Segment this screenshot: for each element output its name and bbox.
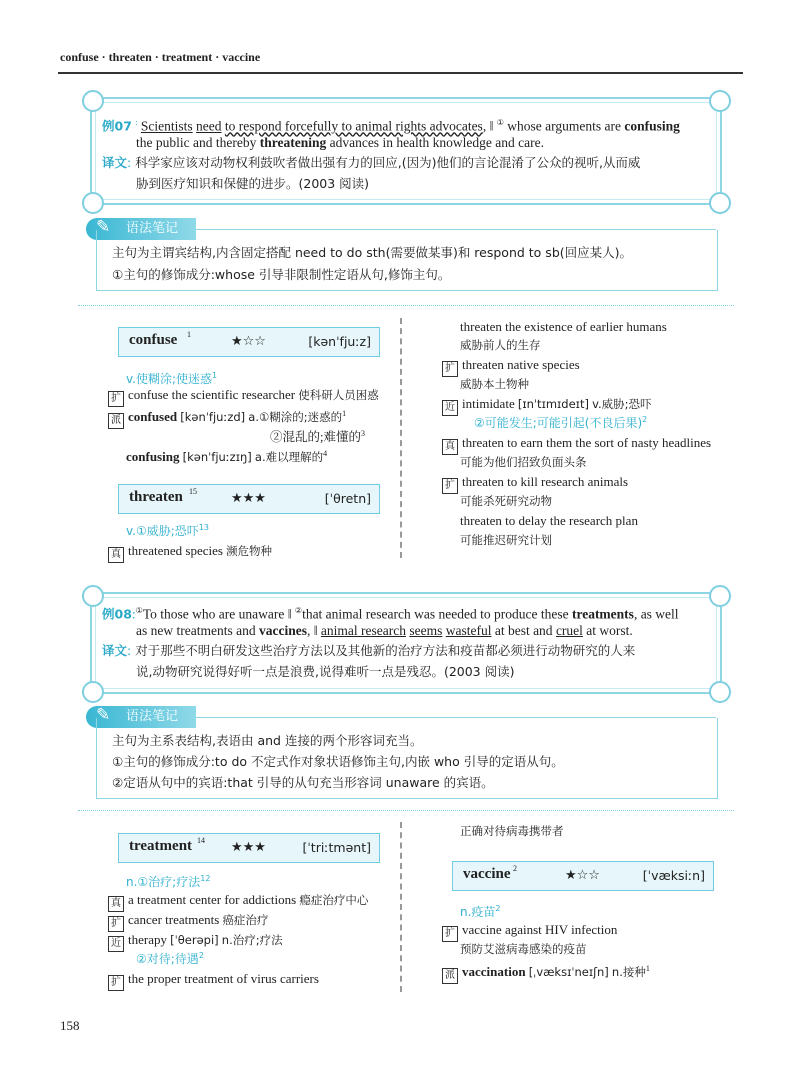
phrase-en: confuse the scientific researcher bbox=[128, 387, 296, 402]
extend-tag: 扩 bbox=[442, 926, 458, 942]
clause-text: whose arguments are bbox=[507, 118, 622, 134]
meaning: a.难以理解的 bbox=[254, 450, 324, 465]
word-box-confuse bbox=[118, 327, 380, 357]
example-08-line1: 例08:①To those who are unaware ‖ ②that animal research was needed to produce these treatments, as well bbox=[102, 606, 679, 622]
headword: vaccine bbox=[463, 866, 511, 882]
phonetic: [kənˈfjuːzd] bbox=[180, 410, 246, 425]
extend-row bbox=[442, 921, 617, 942]
header-rule bbox=[58, 72, 743, 74]
extend-row bbox=[442, 356, 580, 377]
phrase-en: threaten the existence of earlier humans bbox=[460, 319, 667, 334]
phrase-zh: 癌症治疗 bbox=[222, 913, 269, 927]
example-label: 例08 bbox=[102, 606, 132, 622]
part-of-speech: n.疫苗$^2$ bbox=[460, 904, 501, 919]
phrase-zh: 可能杀死研究动物 bbox=[460, 494, 552, 508]
keyword-treatments: treatments bbox=[571, 606, 634, 622]
extend-tag: 扩 bbox=[108, 916, 124, 932]
star-rating: ★★★ bbox=[231, 840, 266, 855]
example-08-line2 bbox=[136, 621, 633, 640]
pen-icon: ✎ bbox=[96, 705, 111, 725]
grammar-note-line: 主句为主谓宾结构,内含固定搭配 need to do sth(需要做某事)和 respond to sb(回应某人)。 bbox=[112, 245, 633, 260]
grammar-note-line: ②定语从句中的宾语:that 引导的从句充当形容词 unaware 的宾语。 bbox=[112, 775, 494, 790]
example-07-translation: 译文: 科学家应该对动物权利鼓吹者做出强有力的回应,(因为)他们的言论混淆了公众的视听,从而威 bbox=[102, 155, 641, 170]
extend-row bbox=[108, 911, 268, 932]
real-tag: 真 bbox=[442, 439, 458, 455]
keyword-vaccines: vaccines bbox=[258, 623, 307, 638]
synonym-row bbox=[108, 931, 283, 952]
pos-text: ②对待;待遇 bbox=[136, 952, 199, 966]
pos-text: n.疫苗 bbox=[460, 905, 496, 919]
phrase-zh: 瘾症治疗中心 bbox=[299, 893, 369, 907]
section-divider bbox=[78, 305, 734, 306]
meaning: n.接种 bbox=[611, 965, 646, 980]
phrase-en: a treatment center for addictions bbox=[128, 892, 297, 907]
extend-tag: 扩 bbox=[442, 361, 458, 377]
pos-text: n.①治疗;疗法 bbox=[126, 875, 201, 889]
clause-text: , as well bbox=[633, 606, 679, 622]
phrase-en: threaten to kill research animals bbox=[462, 474, 629, 489]
phrase-zh: 预防艾滋病毒感染的疫苗 bbox=[460, 942, 587, 956]
meaning: v.威胁;恐吓 bbox=[592, 397, 652, 411]
grammar-note-title: 语法笔记 bbox=[126, 221, 179, 236]
object-phrase: to respond forcefully to animal rights advocates bbox=[224, 118, 483, 134]
extend-row bbox=[108, 970, 319, 991]
real-example-row bbox=[108, 891, 368, 912]
phrase-en: threaten native species bbox=[462, 357, 580, 372]
word-box-treatment bbox=[118, 833, 380, 863]
extend-row bbox=[442, 473, 628, 494]
translation-label: 译文 bbox=[102, 643, 128, 658]
running-header: confuse · threaten · treatment · vaccine bbox=[60, 50, 261, 64]
meaning: a.①糊涂的;迷惑的 bbox=[248, 410, 343, 425]
column-divider bbox=[400, 318, 408, 558]
ornament-corner bbox=[709, 192, 731, 214]
clause-text: as new treatments and bbox=[136, 623, 256, 638]
phrase-zh: 威胁本土物种 bbox=[460, 377, 529, 391]
frequency: 1 bbox=[187, 330, 191, 339]
derivative-row: 派 confused [kənˈfjuːzd] a.①糊涂的;迷惑的$^1$ bbox=[108, 405, 346, 429]
ornament-corner bbox=[709, 681, 731, 703]
separator: , ‖ bbox=[482, 118, 497, 134]
headword: treatment bbox=[129, 838, 193, 854]
phonetic: [kənˈfjuːz] bbox=[308, 334, 371, 349]
keyword-confusing: confusing bbox=[624, 118, 680, 134]
word-box-vaccine bbox=[452, 861, 714, 891]
star-rating: ★☆☆ bbox=[565, 868, 600, 883]
ornament-corner bbox=[82, 585, 104, 607]
frequency: 2 bbox=[513, 864, 517, 873]
grammar-note-rule bbox=[196, 229, 716, 230]
phrase-en: threatened species bbox=[128, 543, 223, 558]
word-box-threaten bbox=[118, 484, 380, 514]
star-rating: ★☆☆ bbox=[231, 334, 266, 349]
derived-word: vaccination bbox=[462, 964, 526, 980]
phrase-zh: 可能为他们招致负面头条 bbox=[460, 455, 587, 469]
extend-tag: 扩 bbox=[108, 975, 124, 991]
pos-text: ②可能发生;可能引起(不良后果) bbox=[474, 416, 643, 430]
phrase-en: the proper treatment of virus carriers bbox=[128, 971, 319, 986]
clause-text: To those who are unaware ‖ bbox=[142, 606, 295, 622]
phonetic: [kənˈfjuːzɪŋ] bbox=[182, 450, 252, 465]
example-07-translation-cont: 胁到医疗知识和保健的进步。(2003 阅读) bbox=[136, 176, 370, 191]
example-07-line2 bbox=[136, 133, 544, 152]
synonym-tag: 近 bbox=[442, 400, 458, 416]
example-07-line1: 例07 : Scientists need to respond forcefully to animal rights advocates, ‖ ① whose arguments are confusing bbox=[102, 118, 680, 134]
extend-tag: 扩 bbox=[108, 391, 124, 407]
real-example-row bbox=[108, 542, 272, 563]
phrase-zh: 正确对待病毒携带者 bbox=[460, 824, 564, 838]
translation-text: 科学家应该对动物权利鼓吹者做出强有力的回应,(因为)他们的言论混淆了公众的视听,从而威 bbox=[135, 155, 641, 170]
keyword-threatening: threatening bbox=[259, 135, 327, 150]
predicative: wasteful bbox=[445, 623, 492, 638]
ornament-corner bbox=[82, 90, 104, 112]
subject: animal research bbox=[320, 623, 406, 638]
derivative-meaning-2: ②混乱的;难懂的$^3$ bbox=[270, 429, 365, 445]
grammar-note-line: 主句为主系表结构,表语由 and 连接的两个形容词充当。 bbox=[112, 733, 423, 748]
grammar-note-rule bbox=[196, 717, 716, 718]
frequency: 15 bbox=[189, 487, 197, 496]
derive-tag: 派 bbox=[442, 968, 458, 984]
meaning: ②混乱的;难懂的 bbox=[270, 430, 361, 445]
column-divider bbox=[400, 822, 408, 992]
phonetic: [ˈθretn] bbox=[324, 491, 371, 506]
headword: confuse bbox=[129, 332, 178, 348]
phonetic: [ɪnˈtɪmɪdeɪt] bbox=[517, 397, 589, 411]
predicate: seems bbox=[409, 623, 443, 638]
derivative-row: 派 vaccination [ˌvæksɪˈneɪʃn] n.接种$^1$ bbox=[442, 960, 650, 984]
pos-text: v.使糊涂;使迷惑 bbox=[126, 372, 213, 386]
extend-tag: 扩 bbox=[442, 478, 458, 494]
predicative: cruel bbox=[555, 623, 583, 638]
phrase-zh: 威胁前人的生存 bbox=[460, 338, 541, 352]
separator: , ‖ bbox=[306, 623, 318, 638]
part-of-speech: n.①治疗;疗法$^{12}$ bbox=[126, 874, 211, 889]
star-rating: ★★★ bbox=[231, 491, 266, 506]
pen-icon: ✎ bbox=[96, 217, 111, 237]
part-of-speech: v.使糊涂;使迷惑$^1$ bbox=[126, 371, 218, 386]
phonetic: [ˈvæksiːn] bbox=[642, 868, 705, 883]
translation-label: 译文 bbox=[102, 155, 128, 170]
clause-text: at worst. bbox=[586, 623, 633, 638]
example-08-translation: 译文: 对于那些不明白研发这些治疗方法以及其他新的治疗方法和疫苗都必须进行动物研究的人来 bbox=[102, 643, 636, 658]
real-tag: 真 bbox=[108, 547, 124, 563]
phonetic: [ˈtriːtmənt] bbox=[302, 840, 371, 855]
subject: Scientists bbox=[140, 118, 193, 134]
predicate: need bbox=[196, 118, 222, 134]
translation-text: 对于那些不明白研发这些治疗方法以及其他新的治疗方法和疫苗都必须进行动物研究的人来 bbox=[135, 643, 636, 658]
phrase-zh: 可能推迟研究计划 bbox=[460, 533, 552, 547]
part-of-speech: v.①威胁;恐吓$^{13}$ bbox=[126, 523, 209, 538]
grammar-note-title: 语法笔记 bbox=[126, 709, 179, 724]
clause-text: the public and thereby bbox=[136, 135, 257, 150]
phrase-en: therapy bbox=[128, 932, 167, 947]
real-tag: 真 bbox=[108, 896, 124, 912]
grammar-note-line: ①主句的修饰成分:to do 不定式作对象状语修饰主句,内嵌 who 引导的定语从句。 bbox=[112, 754, 564, 769]
derive-tag: 派 bbox=[108, 413, 124, 429]
example-08-translation-cont: 说,动物研究说得好听一点是浪费,说得难听一点是残忍。(2003 阅读) bbox=[136, 664, 515, 679]
phrase-zh: 使科研人员困惑 bbox=[298, 388, 379, 402]
derivative-row: confusing [kənˈfjuːzɪŋ] a.难以理解的$^4$ bbox=[126, 449, 328, 465]
ornament-corner bbox=[82, 681, 104, 703]
headword: threaten bbox=[129, 489, 183, 505]
part-of-speech-2: ②可能发生;可能引起(不良后果)$^2$ bbox=[474, 415, 648, 430]
section-divider bbox=[78, 810, 734, 811]
phrase-en: threaten to delay the research plan bbox=[460, 513, 638, 528]
derived-word: confusing bbox=[126, 449, 180, 465]
synonym-tag: 近 bbox=[108, 936, 124, 952]
frequency: 14 bbox=[197, 836, 205, 845]
clause-text: at best and bbox=[494, 623, 553, 638]
page-number: 158 bbox=[60, 1018, 80, 1033]
collocation-row bbox=[108, 386, 379, 407]
clause-text: advances in health knowledge and care. bbox=[329, 135, 544, 150]
example-label: 例07 bbox=[102, 118, 132, 134]
ornament-corner bbox=[82, 192, 104, 214]
pos-text: v.①威胁;恐吓 bbox=[126, 524, 199, 538]
clause-text: that animal research was needed to produce these bbox=[302, 606, 569, 622]
ornament-corner bbox=[709, 90, 731, 112]
phrase-en: threaten to earn them the sort of nasty headlines bbox=[462, 435, 712, 450]
phrase-en: vaccine against HIV infection bbox=[462, 922, 618, 937]
phonetic: [ˈθerəpi] bbox=[170, 933, 219, 947]
synonym-row bbox=[442, 395, 652, 416]
real-example-row bbox=[442, 434, 711, 455]
phonetic: [ˌvæksɪˈneɪʃn] bbox=[528, 965, 609, 980]
phrase-en: cancer treatments bbox=[128, 912, 220, 927]
ornament-corner bbox=[709, 585, 731, 607]
part-of-speech-2: ②对待;待遇$^2$ bbox=[136, 951, 204, 966]
phrase-zh: 濒危物种 bbox=[226, 544, 273, 558]
meaning: n.治疗;疗法 bbox=[221, 933, 283, 947]
grammar-note-line: ①主句的修饰成分:whose 引导非限制性定语从句,修饰主句。 bbox=[112, 267, 451, 282]
phrase-en: intimidate bbox=[462, 396, 515, 411]
derived-word: confused bbox=[128, 409, 178, 425]
